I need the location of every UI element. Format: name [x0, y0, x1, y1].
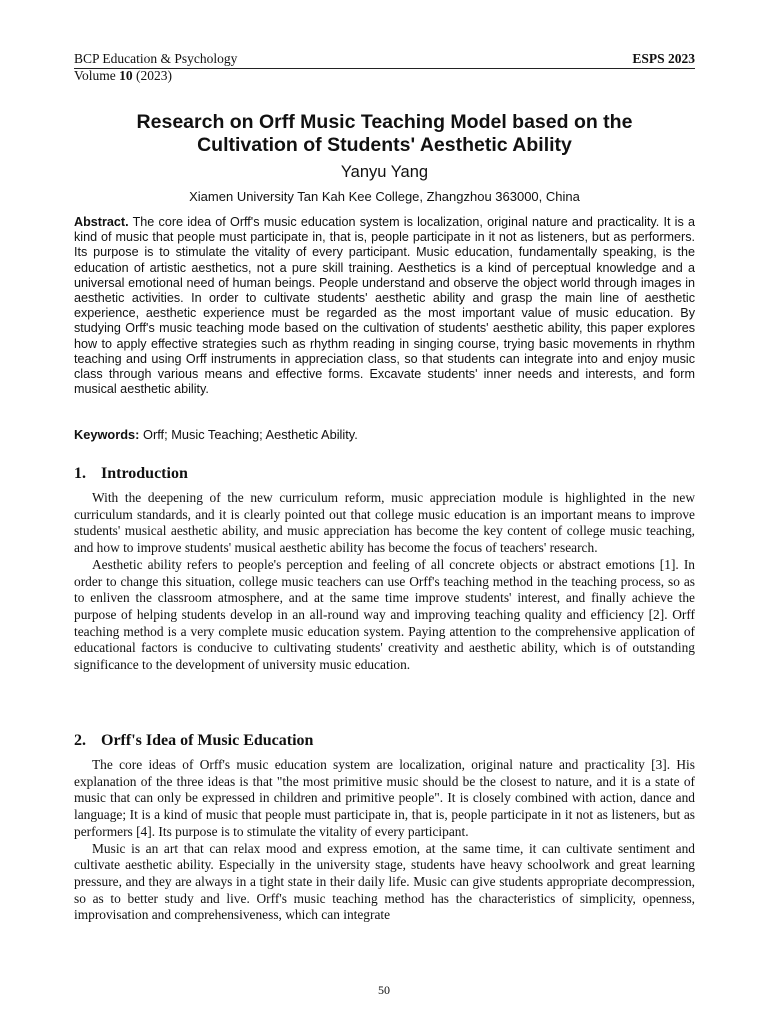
abstract-label: Abstract. — [74, 215, 129, 229]
keywords-text: Orff; Music Teaching; Aesthetic Ability. — [142, 427, 358, 442]
paragraph: The core ideas of Orff's music education system are localization, original nature and practicality [3]. His explanation of the three ideas is that "the most primitive music should be the closest to nature, and it is a state of music that can only be expressed in children and primitive people". It is closely combined with action, dance and language; It is a kind of music that people must participate in, that is, people participate in it not as listeners, but as performers [4]. Its purpose is to stimulate the vitality of every participant. — [74, 757, 695, 839]
paragraph: With the deepening of the new curriculum reform, music appreciation module is highlighted in the new curriculum standards, and it is clearly pointed out that college music education is an important means to improve students' musical aesthetic ability, and music appreciation has become the key content of college music teaching, and how to improve students' musical aesthetic ability has become the focus of teachers' research. — [74, 490, 695, 556]
running-header — [74, 51, 695, 69]
author-name: Yanyu Yang — [340, 163, 429, 181]
volume-year: (2023) — [136, 68, 173, 83]
keywords-label: Keywords: — [74, 427, 140, 442]
section-title: Introduction — [101, 465, 188, 482]
abstract-text: The core idea of Orff's music education system is localization, original nature and practicality. It is a kind of music that people must participate in, that is, people participate in it not as listeners, but as performers. Its purpose is to stimulate the vitality of every participant. Music education, fundamentally speaking, is the education of artistic aesthetics, not a pure skill training. Aesthetics is a kind of perceptual knowledge and a universal emotional need of human beings. People understand and observe the object world through images in aesthetic activities. In order to cultivate students' aesthetic ability and grasp the main line of aesthetic experience, aesthetic experience must be regarded as the most important value of music education. By studying Orff's music teaching mode based on the cultivation of students' aesthetic ability, this paper explores how to apply effective strategies such as rhythm reading in singing course, trying basic movements in rhythm teaching and using Orff instruments in appreciation class, so that students can integrate into and enjoy music class through various means and effective forms. Excavate students' inner needs and interests, and form musical aesthetic ability. — [74, 215, 696, 397]
section-heading-orff-idea — [74, 731, 695, 751]
title-line-1: Research on Orff Music Teaching Model based on the — [136, 111, 633, 133]
section-body-orff-idea — [74, 757, 695, 924]
volume-line — [74, 68, 695, 84]
section-title: Orff's Idea of Music Education — [101, 732, 314, 749]
volume-prefix: Volume — [74, 68, 116, 83]
keywords — [74, 427, 695, 443]
paper-title — [74, 111, 695, 157]
section-body-introduction — [74, 490, 695, 674]
page-number: 50 — [378, 983, 390, 997]
title-line-2: Cultivation of Students' Aesthetic Ability — [197, 134, 572, 156]
paragraph: Music is an art that can relax mood and express emotion, at the same time, it can cultivate sentiment and cultivate aesthetic ability. Especially in the university stage, students have heavy schoolwork and great learning pressure, and they are always in a tight state in their daily life. Music can give students appropriate decompression, so as to better study and live. Orff's music teaching method has the characteristics of simplicity, openness, improvisation and comprehensiveness, which can integrate — [74, 840, 695, 923]
paragraph: Aesthetic ability refers to people's perception and feeling of all concrete objects or abstract emotions [1]. In order to change this situation, college music teachers can use Orff's teaching method in the teaching process, so as to enliven the classroom atmosphere, and at the same time improve students' interest, and finally achieve the purpose of helping students develop in an all-round way and improving teaching quality and efficiency [2]. Orff teaching method is a very complete music education system. Paying attention to the comprehensive application of educational factors is conducive to cultivating students' creativity and aesthetic ability, which is of outstanding significance to the development of university music education. — [74, 556, 695, 673]
section-heading-introduction — [74, 464, 695, 484]
affiliation: Xiamen University Tan Kah Kee College, Zhangzhou 363000, China — [189, 189, 580, 204]
journal-name: BCP Education & Psychology — [74, 51, 238, 66]
abstract — [74, 215, 695, 397]
conference-code: ESPS 2023 — [632, 51, 695, 66]
volume-number: 10 — [119, 68, 133, 83]
section-number: 1. — [74, 465, 86, 482]
section-number: 2. — [74, 732, 86, 749]
